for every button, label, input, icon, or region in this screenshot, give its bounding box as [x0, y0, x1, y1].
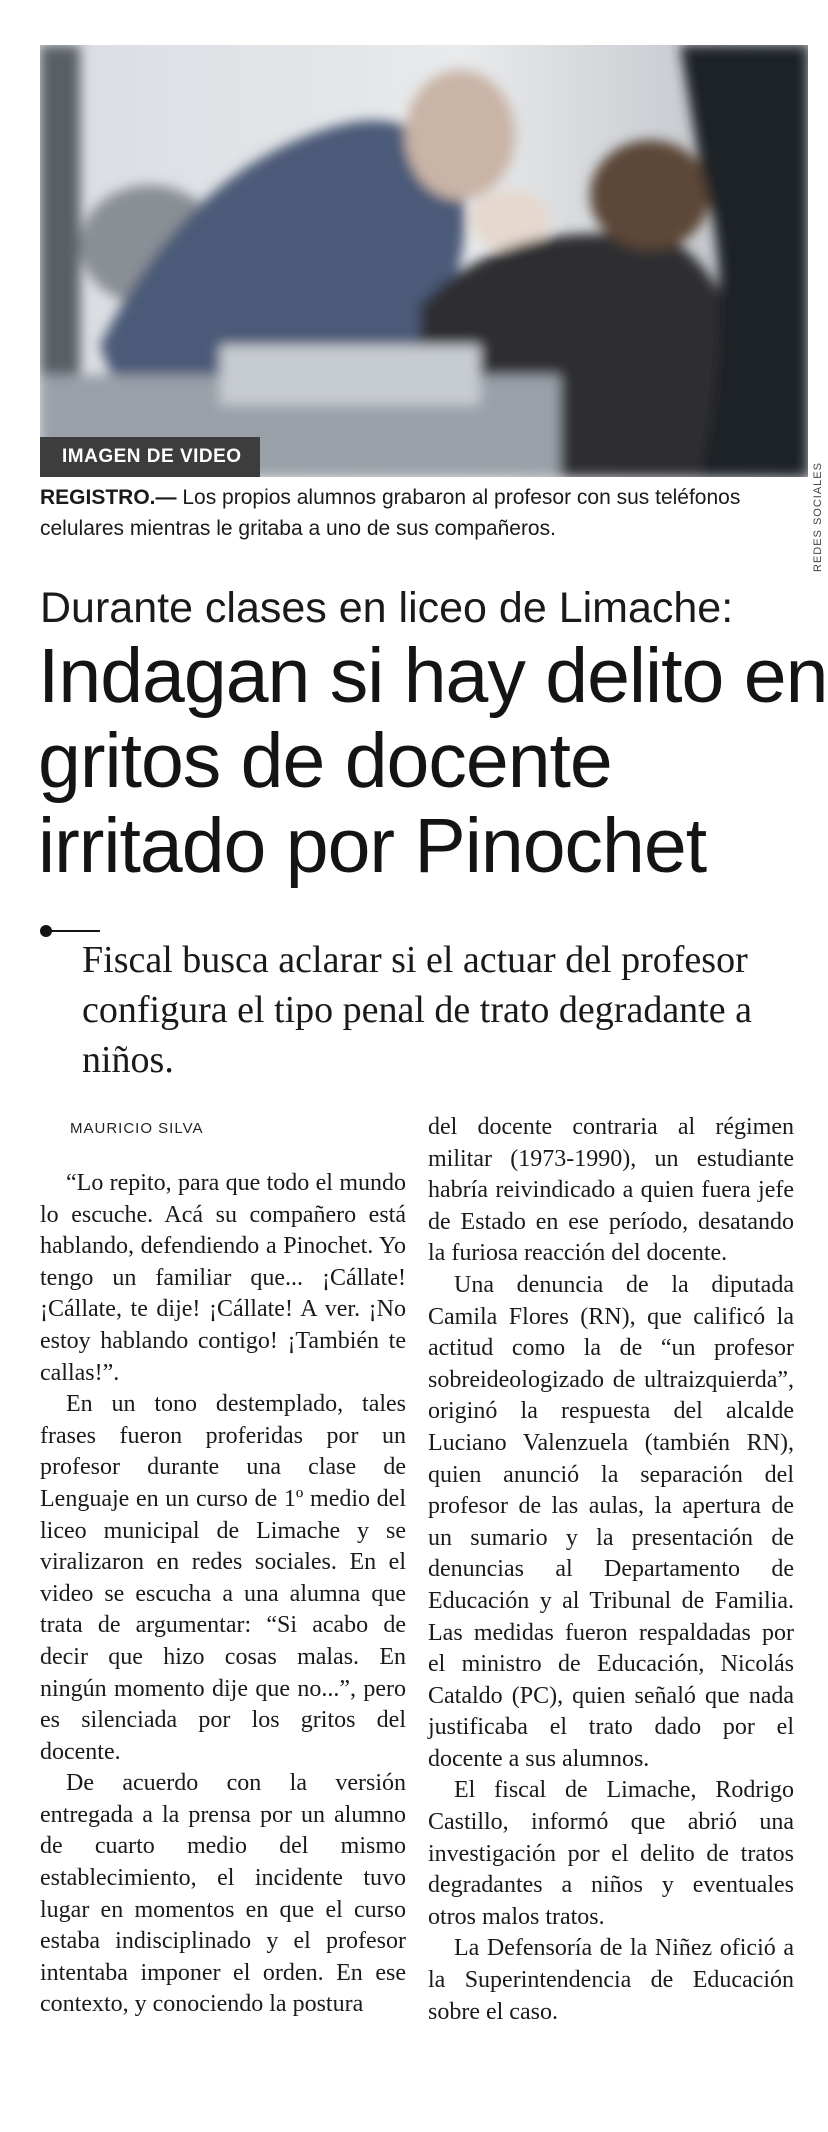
paragraph: De acuerdo con la versión entregada a la prensa por un alumno de cuarto medio del mismo establecimiento, el incidente tuvo lugar en momentos en que el curso estaba indisciplinado y el profesor intentaba imponer el orden. En ese contexto, y conociendo la postura: [40, 1770, 406, 2018]
paragraph: del docente contraria al régimen militar (1973-1990), un estudiante habría reivindicado a quien fuera jefe de Estado en ese período, desatando la furiosa reacción del docente.: [428, 1114, 794, 1267]
paragraph: La Defensoría de la Niñez ofició a la Superintendencia de Educación sobre el caso.: [428, 1935, 794, 2025]
paragraph: Una denuncia de la diputada Camila Flores (RN), que calificó la actitud como la de “un profesor sobreideologizado de ultraizquierda”, originó la respuesta del alcalde Luciano Valenzuela (también RN), quien anunció la separación del profesor de las aulas, la apertura de un sumario y la presentación de denuncias al Departamento de Educación y al Tribunal de Familia. Las medidas fueron respaldadas por el ministro de Educación, Nicolás Cataldo (PC), quien señaló que nada justificaba el trato dado por el docente a sus alumnos.: [428, 1271, 794, 1772]
paragraph: El fiscal de Limache, Rodrigo Castillo, informó que abrió una investigación por el delito de tratos degradantes a niños y eventuales otros malos tratos.: [428, 1777, 794, 1930]
summary: Fiscal busca aclarar si el actuar del profesor configura el tipo penal de trato degradante a niños.: [82, 939, 752, 1081]
paragraph: En un tono destemplado, tales frases fueron proferidas por un profesor durante una clase de Lenguaje en un curso de 1º medio del liceo municipal de Limache y se viralizaron en redes sociales. En el video se escucha a una alumna que trata de argumentar: “Si acabo de decir que hizo cosas malas. En ningún momento dije que no...”, pero es silenciada por los gritos del docente.: [40, 1391, 406, 1765]
photo-caption: [40, 482, 810, 544]
caption-lead: REGISTRO.—: [40, 486, 177, 509]
headline: Indagan si hay delito en gritos de docente irritado por Pinochet: [38, 633, 828, 889]
left-column: [40, 1138, 406, 2021]
video-still-illustration: [40, 45, 808, 477]
photo-credit: [812, 462, 826, 572]
paragraph: “Lo repito, para que todo el mundo lo escuche. Acá su compañero está hablando, defendiendo a Pinochet. Yo tengo un familiar que... ¡Cállate! ¡Cállate, te dije! ¡Cállate! A ver. ¡No estoy hablando contigo! ¡También te callas!”.: [40, 1170, 406, 1386]
news-photo: [40, 45, 808, 477]
photo-tag: IMAGEN DE VIDEO: [40, 437, 260, 477]
photo-credit-text: REDES SOCIALES: [812, 462, 824, 572]
bullet-rule: [50, 930, 100, 932]
byline: MAURICIO SILVA: [70, 1120, 204, 1137]
right-column: [428, 1112, 794, 2028]
caption-text: Los propios alumnos grabaron al profesor con sus teléfonos celulares mientras le gritaba a uno de sus compañeros.: [40, 486, 741, 540]
kicker: Durante clases en liceo de Limache:: [40, 584, 734, 632]
